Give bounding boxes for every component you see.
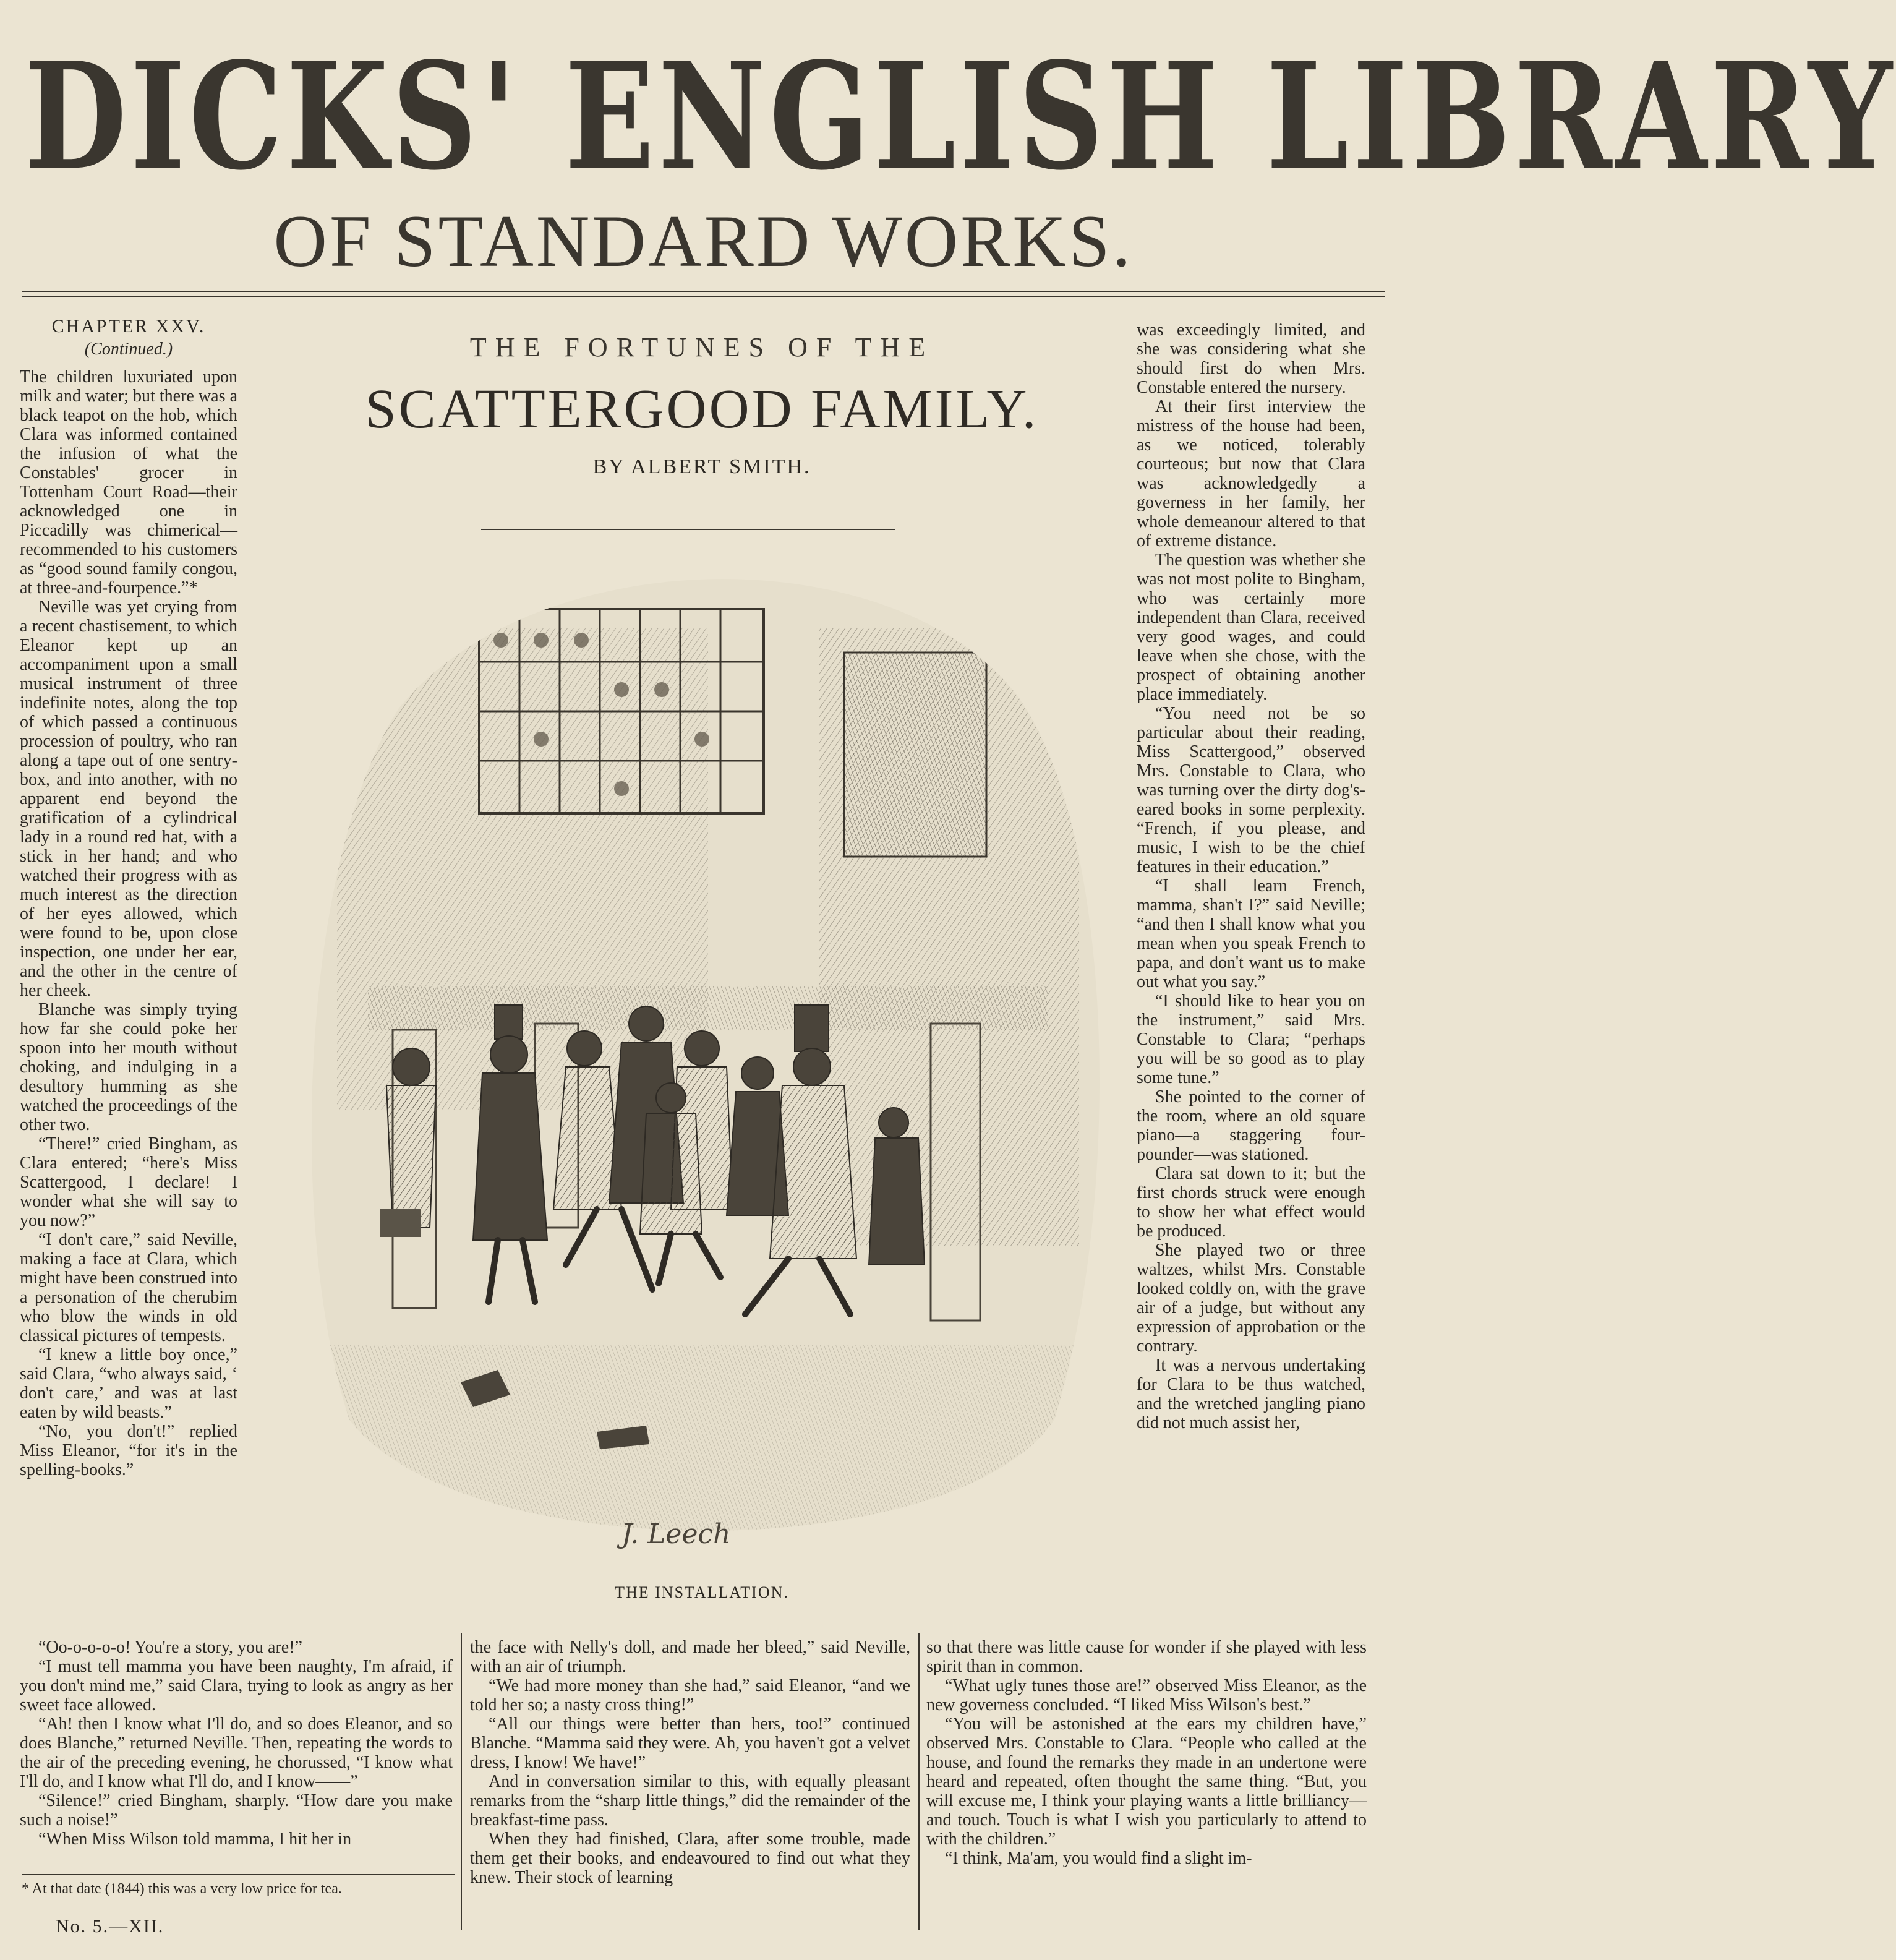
masthead-subtitle: OF STANDARD WORKS. xyxy=(273,200,1134,282)
paragraph: And in conversation similar to this, with equally pleasant remarks from the “sharp little things,” did the remainder of the breakfast-time pass. xyxy=(470,1772,910,1829)
footnote-rule xyxy=(22,1874,455,1875)
paragraph: the face with Nelly's doll, and made her bleed,” said Neville, with an air of triumph. xyxy=(470,1638,910,1676)
paragraph: At their first interview the mistress of the house had been, as we noticed, tolerably courteous; but now that Clara was acknowledgedly a governess in her family, her whole demeanour altered to that of extreme distance. xyxy=(1137,397,1365,550)
paragraph: was exceedingly limited, and she was considering what she should first do when Mrs. Constable entered the nursery. xyxy=(1137,320,1365,397)
paragraph: “There!” cried Bingham, as Clara entered; “here's Miss Scattergood, I declare! I wonder what she will say to you now?” xyxy=(20,1134,237,1230)
chapter-continued: (Continued.) xyxy=(84,340,173,359)
column-rule xyxy=(461,1633,462,1930)
left-column xyxy=(20,317,237,1479)
masthead-rule-bottom xyxy=(22,296,1385,297)
paragraph: “We had more money than she had,” said Eleanor, “and we told her so; a nasty cross thing!” xyxy=(470,1676,910,1714)
paragraph: “I should like to hear you on the instrument,” said Mrs. Constable to Clara; “perhaps you will be so good as to play some tune.” xyxy=(1137,991,1365,1087)
paragraph: Neville was yet crying from a recent chastisement, to which Eleanor kept up an accompaniment upon a small musical instrument of three indefinite notes, along the top of which passed a continuous procession of poultry, who ran along a tape out of one sentry-box, and into another, with no apparent end beyond the gratification of a cylindrical lady in a round red hat, with a stick in her hand; and who watched their progress with as much interest as the direction of her eyes allowed, which were found to be, upon close inspection, one under her ear, and the other in the centre of her cheek. xyxy=(20,597,237,1000)
paragraph: “I don't care,” said Neville, making a face at Clara, which might have been construed into a personation of the cherubim who blow the winds in old classical pictures of tempests. xyxy=(20,1230,237,1345)
byline-rule xyxy=(481,529,895,530)
paragraph: “I must tell mamma you have been naughty, I'm afraid, if you don't mind me,” said Clara, trying to look as angry as her sweet face allowed. xyxy=(20,1657,453,1714)
basket xyxy=(380,1209,421,1237)
paragraph: “Silence!” cried Bingham, sharply. “How dare you make such a noise!” xyxy=(20,1791,453,1829)
illustration-caption: THE INSTALLATION. xyxy=(615,1583,789,1601)
paragraph: “No, you don't!” replied Miss Eleanor, “for it's in the spelling-books.” xyxy=(20,1422,237,1479)
masthead-rule-top xyxy=(22,291,1385,292)
story-title: SCATTERGOOD FAMILY. xyxy=(365,379,1039,440)
paragraph: “When Miss Wilson told mamma, I hit her in xyxy=(38,1829,352,1849)
paragraph: It was a nervous undertaking for Clara to be thus watched, and the wretched jangling piano did not much assist her, xyxy=(1137,1356,1365,1432)
bottom-middle-column xyxy=(470,1638,910,1887)
chapter-heading: CHAPTER XXV. xyxy=(51,316,206,336)
story-byline: BY ALBERT SMITH. xyxy=(592,455,811,478)
paragraph: The children luxuriated upon milk and water; but there was a black teapot on the hob, which Clara was informed contained the infusion of what the Constables' grocer in Tottenham Court Road—their acknowledged one in Piccadilly was chimerical—recommended to his customers as “good sound family congou, at three-and-fourpence.”* xyxy=(20,367,237,597)
masthead-title: DICKS' ENGLISH LIBRARY xyxy=(25,30,1896,203)
paragraph: “I shall learn French, mamma, shan't I?” said Neville; “and then I shall know what you mean when you speak French to papa, and don't want us to make out what you say.” xyxy=(1137,876,1365,991)
paragraph: “Oo-o-o-o-o! You're a story, you are!” xyxy=(38,1638,302,1657)
paragraph: “I knew a little boy once,” said Clara, “who always said, ‘ don't care,’ and was at last eaten by wild beasts.” xyxy=(20,1345,237,1422)
column-rule xyxy=(918,1633,920,1930)
artist-signature: J. Leech xyxy=(621,1518,731,1550)
paragraph: so that there was little cause for wonder if she played with less spirit than in common. xyxy=(926,1638,1367,1676)
paragraph: “What ugly tunes those are!” observed Miss Eleanor, as the new governess concluded. “I liked Miss Wilson's best.” xyxy=(926,1676,1367,1714)
issue-number: No. 5.—XII. xyxy=(56,1916,164,1936)
paragraph: When they had finished, Clara, after some trouble, made them get their books, and endeavoured to find out what they knew. Their stock of learning xyxy=(470,1829,910,1887)
paragraph: The question was whether she was not most polite to Bingham, who was certainly more independent than Clara, received very good wages, and could leave when she chose, with the prospect of obtaining another place immediately. xyxy=(1137,550,1365,704)
right-column xyxy=(1137,320,1365,1432)
paragraph: Clara sat down to it; but the first chords struck were enough to show her what effect would be produced. xyxy=(1137,1164,1365,1241)
paragraph: “I think, Ma'am, you would find a slight im- xyxy=(945,1849,1252,1868)
paragraph: She pointed to the corner of the room, where an old square piano—a staggering four-pounder—was stationed. xyxy=(1137,1087,1365,1164)
engraving-illustration xyxy=(275,554,1129,1568)
paragraph: Blanche was simply trying how far she could poke her spoon into her mouth without choking, and indulging in a desultory humming as she watched the proceedings of the other two. xyxy=(20,1000,237,1134)
paragraph: “You need not be so particular about their reading, Miss Scattergood,” observed Mrs. Constable to Clara, who was turning over the dirty dog's-eared books in some perplexity. “French, if you please, and music, I wish to be the chief features in their education.” xyxy=(1137,704,1365,876)
side-window xyxy=(844,653,986,857)
paragraph: “Ah! then I know what I'll do, and so does Eleanor, and so does Blanche,” returned Neville. Then, repeating the words to the air of the preceding evening, he chorussed, “I know what I'll do, and I know what I'll do, and I know——” xyxy=(20,1714,453,1791)
bottom-left-column xyxy=(20,1638,453,1849)
story-kicker: THE FORTUNES OF THE xyxy=(469,332,934,362)
paragraph: “All our things were better than hers, too!” continued Blanche. “Mamma said they were. Ah, you haven't got a velvet dress, I know! We have!” xyxy=(470,1714,910,1772)
footnote: * At that date (1844) this was a very low price for tea. xyxy=(22,1881,342,1897)
paragraph: She played two or three waltzes, whilst Mrs. Constable looked coldly on, with the grave air of a judge, but without any expression of approbation or the contrary. xyxy=(1137,1241,1365,1356)
bottom-right-column xyxy=(926,1638,1367,1868)
paragraph: “You will be astonished at the ears my children have,” observed Mrs. Constable to Clara. “People who called at the house, and found the remarks they made in an undertone were heard and repeated, often thought the same thing. “But, you will excuse me, I think your playing wants a little brilliancy—and touch. Touch is what I wish you particularly to attend to with the children.” xyxy=(926,1714,1367,1849)
